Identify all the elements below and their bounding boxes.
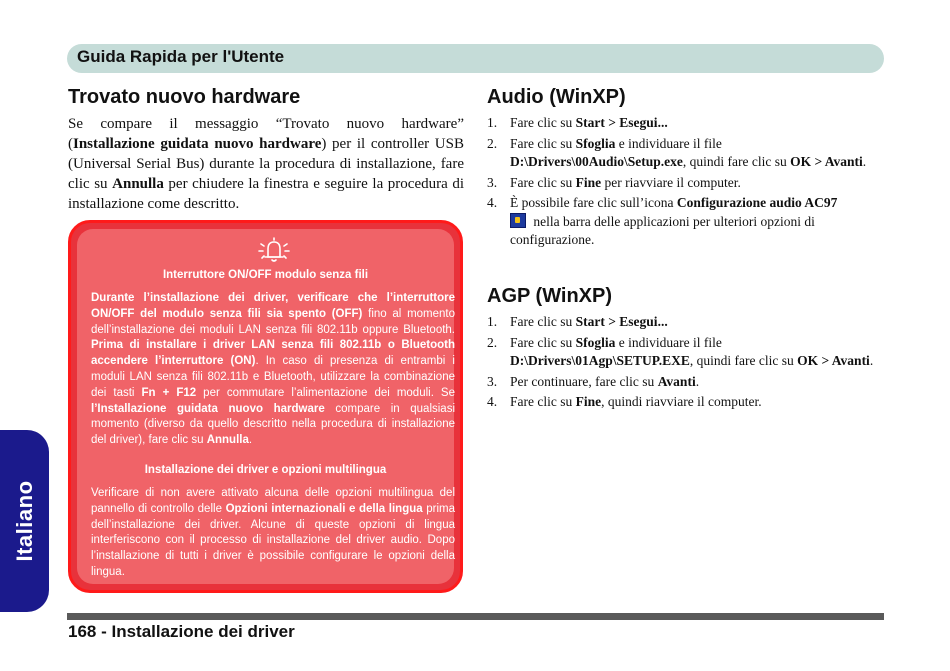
list-item: 2. Fare clic su Sfoglia e individuare il file D:\Drivers\00Audio\Setup.exe, quindi fare clic su OK > Avanti. xyxy=(487,135,867,169)
section-heading-new-hardware: Trovato nuovo hardware xyxy=(68,86,301,108)
alarm-bell-icon xyxy=(254,235,294,265)
list-item: 3. Fare clic su Fine per riavviare il computer. xyxy=(487,174,741,190)
agp-steps-list xyxy=(487,313,882,414)
page-header xyxy=(67,44,884,73)
warning-title-wireless: Interruttore ON/OFF modulo senza fili xyxy=(162,269,369,281)
header-title: Guida Rapida per l'Utente xyxy=(77,47,285,66)
footer-divider xyxy=(67,613,884,620)
page-footer: 168 - Installazione dei driver xyxy=(68,622,295,641)
section-heading-agp: AGP (WinXP) xyxy=(487,285,613,307)
side-tab-label: Italiano xyxy=(11,480,37,562)
warning-title-multilanguage: Installazione dei driver e opzioni multilingua xyxy=(144,464,387,476)
audio-tray-icon xyxy=(510,213,526,228)
list-item: 4. Fare clic su Fine, quindi riavviare il computer. xyxy=(487,394,762,409)
section-heading-audio: Audio (WinXP) xyxy=(487,86,626,108)
warning-box-inner xyxy=(77,229,454,584)
list-item: 1. Fare clic su Start > Esegui... xyxy=(487,314,668,329)
audio-steps-list xyxy=(487,114,882,252)
language-side-tab xyxy=(0,430,49,612)
warning-text-multilanguage: Verificare di non avere attivato alcuna delle opzioni multilingua del pannello di controllo delle Opzioni internazionali e della lingua prima dell’installazione dei driver. Alcune di queste opzioni di lingua interferiscono con il processo di installazione del driver audio. Dopo l’installazione di tutti i driver è possibile configurare le opzioni della lingua. xyxy=(91,487,455,578)
list-item: 3. Per continuare, fare clic su Avanti. xyxy=(487,373,700,389)
list-item: 4. È possibile fare clic sull’icona Configurazione audio AC97 nella barra delle applicazioni per ulteriori opzioni di configurazione. xyxy=(487,195,838,247)
list-item: 1. Fare clic su Start > Esegui... xyxy=(487,115,668,130)
warning-text-wireless: Durante l’installazione dei driver, verificare che l’interruttore ON/OFF del modulo senza fili sia spento (OFF) fino al momento dell’installazione dei moduli LAN senza fili 802.11b oppure Bluetooth. Prima di installare i driver LAN senza fili 802.11b o Bluetooth accendere l’interruttore (ON). In caso di presenza di entrambi i moduli LAN senza fili 802.11b e Bluetooth, utilizzare la combinazione dei tasti Fn + F12 per commutare l’alimentazione dei moduli. Se l’Installazione guidata nuovo hardware compare in qualsiasi momento (diverso da quello descritto nella procedura di installazione del driver), fare clic su Annulla. xyxy=(91,292,456,447)
new-hardware-paragraph: Se compare il messaggio “Trovato nuovo hardware” (Installazione guidata nuovo hardware) per il controller USB (Universal Serial Bus) durante la procedura di installazione, fare clic su Annulla per chiudere la finestra e seguire la procedura di installazione come descritto. xyxy=(68,116,464,212)
warning-box xyxy=(68,220,463,593)
list-item: 2. Fare clic su Sfoglia e individuare il file D:\Drivers\01Agp\SETUP.EXE, quindi fare clic su OK > Avanti. xyxy=(487,334,874,368)
